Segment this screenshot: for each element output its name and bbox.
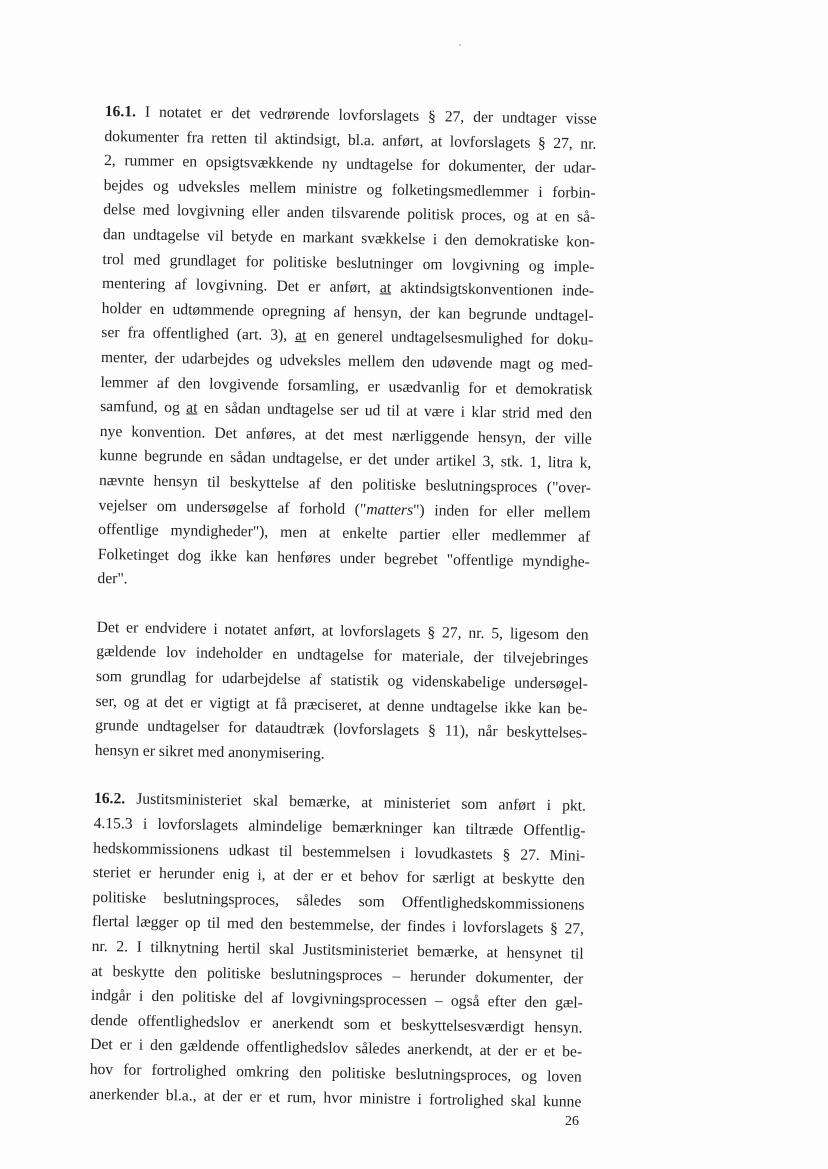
text-line: 4.15.3 i lovforslagets almindelige bemærkninger kan tiltræde Offentlig- bbox=[93, 814, 586, 840]
text-line: holder en udtømmende opregning af hensyn, der kan begrunde undtagel- bbox=[101, 299, 594, 325]
text-line: nævnte hensyn til beskyttelse af den politiske beslutningsproces ("over- bbox=[98, 471, 592, 497]
text-line: lemmer af den lovgivende forsamling, er usædvanlig for et demokratisk bbox=[100, 373, 593, 399]
text-line: at beskytte den politiske beslutningsproces – herunder dokumenter, der bbox=[91, 962, 584, 988]
text-line: der". bbox=[97, 570, 128, 588]
underlined-word: at bbox=[379, 279, 392, 297]
text-line: vejelser om undersøgelse af forhold ("matters") inden for eller mellem bbox=[98, 496, 591, 522]
text-line: ser fra offentlighed (art. 3), at en generel undtagelsesmulighed for doku- bbox=[101, 324, 594, 350]
text-line: delse med lovgivning eller anden tilsvarende politisk proces, og at en så- bbox=[103, 201, 596, 227]
text-line: 16.1. I notatet er det vedrørende lovforslagets § 27, der undtager visse bbox=[104, 102, 597, 128]
text-line: offentlige myndigheder"), men at enkelte partier eller medlemmer af bbox=[98, 521, 591, 546]
italic-word: matters bbox=[366, 500, 414, 519]
text-line: flertal lægger op til med den bestemmelse, der findes i lovforslagets § 27, bbox=[91, 913, 585, 939]
page-number: 26 bbox=[565, 1114, 579, 1129]
text-line: hedskommissionens udkast til bestemmelsen i lovudkastets § 27. Mini- bbox=[93, 839, 586, 865]
text-line: bejdes og udveksles mellem ministre og folketingsmedlemmer i forbin- bbox=[103, 176, 596, 202]
text-line: gældende lov indeholder en undtagelse for materiale, der tilvejebringes bbox=[96, 643, 589, 669]
text-line: samfund, og at en sådan undtagelse ser ud til at være i klar strid med den bbox=[100, 398, 593, 423]
text-line: politiske beslutningsproces, således som Offentlighedskommissionens bbox=[92, 888, 585, 914]
section-number: 16.1. bbox=[104, 102, 137, 121]
text-line: kunne begrunde en sådan undtagelse, er det under artikel 3, stk. 1, litra k, bbox=[99, 447, 592, 472]
text-line: dan undtagelse vil betyde en markant svækkelse i den demokratiske kon- bbox=[102, 225, 595, 251]
text-line: Folketinget dog ikke kan henføres under begrebet "offentlige myndighe- bbox=[97, 545, 590, 571]
text-line: dende offentlighedslov er anerkendt som et beskyttelsesværdigt hensyn. bbox=[90, 1011, 583, 1037]
text-line: trol med grundlaget for politiske beslutninger om lovgivning og imple- bbox=[102, 250, 595, 276]
text-line: steriet er herunder enig i, at der er et behov for særligt at beskytte den bbox=[92, 864, 585, 889]
text-line: dokumenter fra retten til aktindsigt, bl.a. anført, at lovforslagets § 27, nr. bbox=[104, 127, 597, 153]
document-body bbox=[89, 100, 597, 1115]
scan-speck bbox=[459, 44, 461, 46]
text-line: ser, og at det er vigtigt at få præciseret, at denne undtagelse ikke kan be- bbox=[95, 692, 588, 718]
text-line: hov for fortrolighed omkring den politiske beslutningsproces, og loven bbox=[89, 1060, 582, 1086]
text-line: nr. 2. I tilknytning hertil skal Justitsministeriet bemærke, at hensynet til bbox=[91, 937, 584, 963]
underlined-word: at bbox=[295, 327, 307, 345]
text-line: som grundlag for udarbejdelse af statistik og videnskabelige undersøgel- bbox=[95, 667, 589, 693]
text-line: Det er endvidere i notatet anført, at lovforslagets § 27, nr. 5, ligesom den bbox=[96, 618, 589, 644]
section-16-1 bbox=[97, 100, 597, 600]
text-line: grunde undtagelser for dataudtræk (lovforslagets § 11), når beskyttelses- bbox=[95, 717, 588, 742]
text-line: Det er i den gældende offentlighedslov således anerkendt, at der er et be- bbox=[90, 1036, 583, 1061]
underlined-word: at bbox=[186, 399, 198, 417]
text-line: indgår i den politiske del af lovgivningsprocessen – også efter den gæl- bbox=[90, 987, 584, 1012]
text-line: 16.2. Justitsministeriet skal bemærke, at ministeriet som anført i pkt. bbox=[93, 790, 587, 816]
text-line: mentering af lovgivning. Det er anført, at aktindsigtskonventionen inde- bbox=[101, 275, 595, 300]
text-line: menter, der udarbejdes og udveksles mellem den udøvende magt og med- bbox=[100, 348, 594, 374]
text-line: anerkender bl.a., at der er et rum, hvor ministre i fortrolighed skal kunne bbox=[89, 1085, 582, 1111]
text-line: nye konvention. Det anføres, at det mest nærliggende hensyn, der ville bbox=[99, 422, 592, 448]
section-16-2 bbox=[89, 787, 586, 1114]
paragraph-statistics bbox=[95, 616, 589, 771]
section-number: 16.2. bbox=[93, 790, 126, 808]
text-line: 2, rummer en opsigtsvækkende ny undtagelse for dokumenter, der udar- bbox=[103, 152, 597, 177]
text-line: hensyn er sikret med anonymisering. bbox=[94, 741, 325, 763]
